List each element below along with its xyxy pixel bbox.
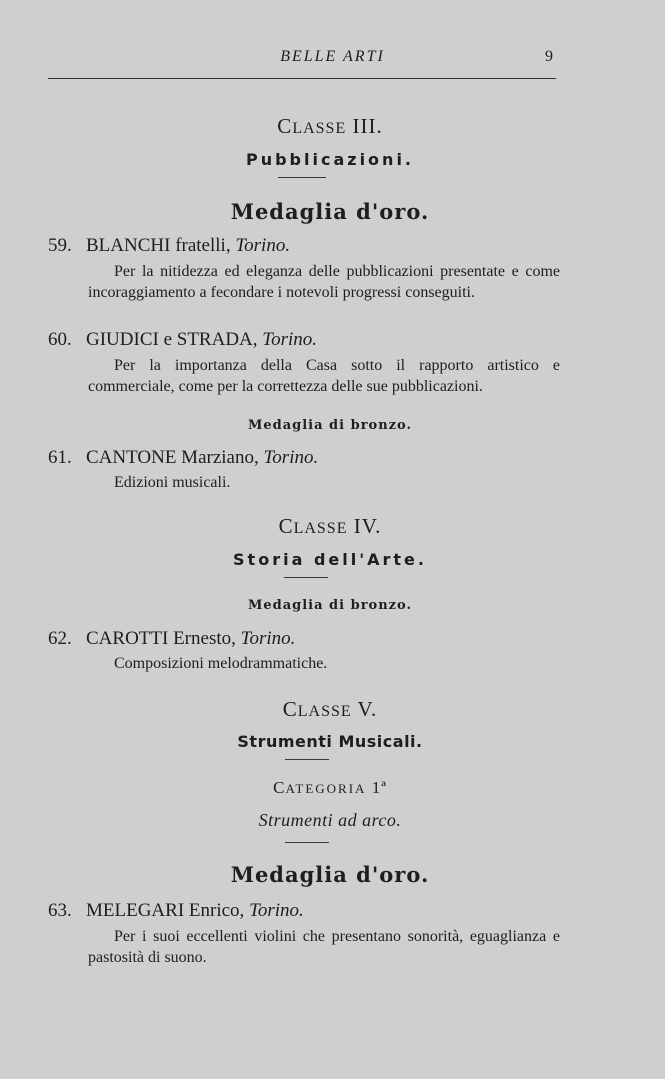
entry-63-description: Per i suoi eccellenti violini che presentano sonorità, eguaglianza e pastosità di suono. <box>88 928 560 966</box>
medal-heading-bronze: Medaglia di bronzo. <box>247 598 413 613</box>
divider-rule <box>284 577 328 578</box>
entry-60-description: Per la importanza della Casa sotto il rapporto artistico e commerciale, come per la correttezza delle sue pubblicazioni. <box>88 357 560 395</box>
medal-heading-gold: Medaglia d'oro. <box>230 199 430 224</box>
entry-59-description: Per la nitidezza ed eleganza delle pubblicazioni presentate e come incoraggiamento a fecondare i notevoli progressi conseguiti. <box>88 263 560 301</box>
header-rule <box>48 78 556 79</box>
entry-60: 60. GIUDICI e STRADA, Torino. <box>48 329 318 350</box>
classe-4-heading: CLASSE IV. <box>278 514 382 538</box>
categoria-heading: CATEGORIA 1ª <box>273 778 387 797</box>
entry-61: 61. CANTONE Marziano, Torino. <box>48 447 319 468</box>
entry-62: 62. CAROTTI Ernesto, Torino. <box>48 628 296 649</box>
page-number: 9 <box>545 48 553 65</box>
entry-59: 59. BLANCHI fratelli, Torino. <box>48 235 291 256</box>
medal-heading-gold: Medaglia d'oro. <box>230 862 430 887</box>
classe-5-title: Strumenti Musicali. <box>237 732 423 751</box>
classe-5-heading: CLASSE V. <box>282 697 378 721</box>
divider-rule <box>285 842 329 843</box>
subcategory-title: Strumenti ad arco. <box>258 810 402 830</box>
classe-4-title: Storia dell'Arte. <box>233 550 427 569</box>
running-title: BELLE ARTI <box>280 48 385 65</box>
entry-62-description: Composizioni melodrammatiche. <box>114 655 328 672</box>
classe-3-title: Pubblicazioni. <box>245 150 414 169</box>
entry-63: 63. MELEGARI Enrico, Torino. <box>48 900 304 921</box>
divider-rule <box>278 177 326 178</box>
entry-61-description: Edizioni musicali. <box>114 474 231 491</box>
medal-heading-bronze: Medaglia di bronzo. <box>247 418 413 433</box>
classe-3-heading: CLASSE III. <box>277 114 383 138</box>
divider-rule <box>285 759 329 760</box>
